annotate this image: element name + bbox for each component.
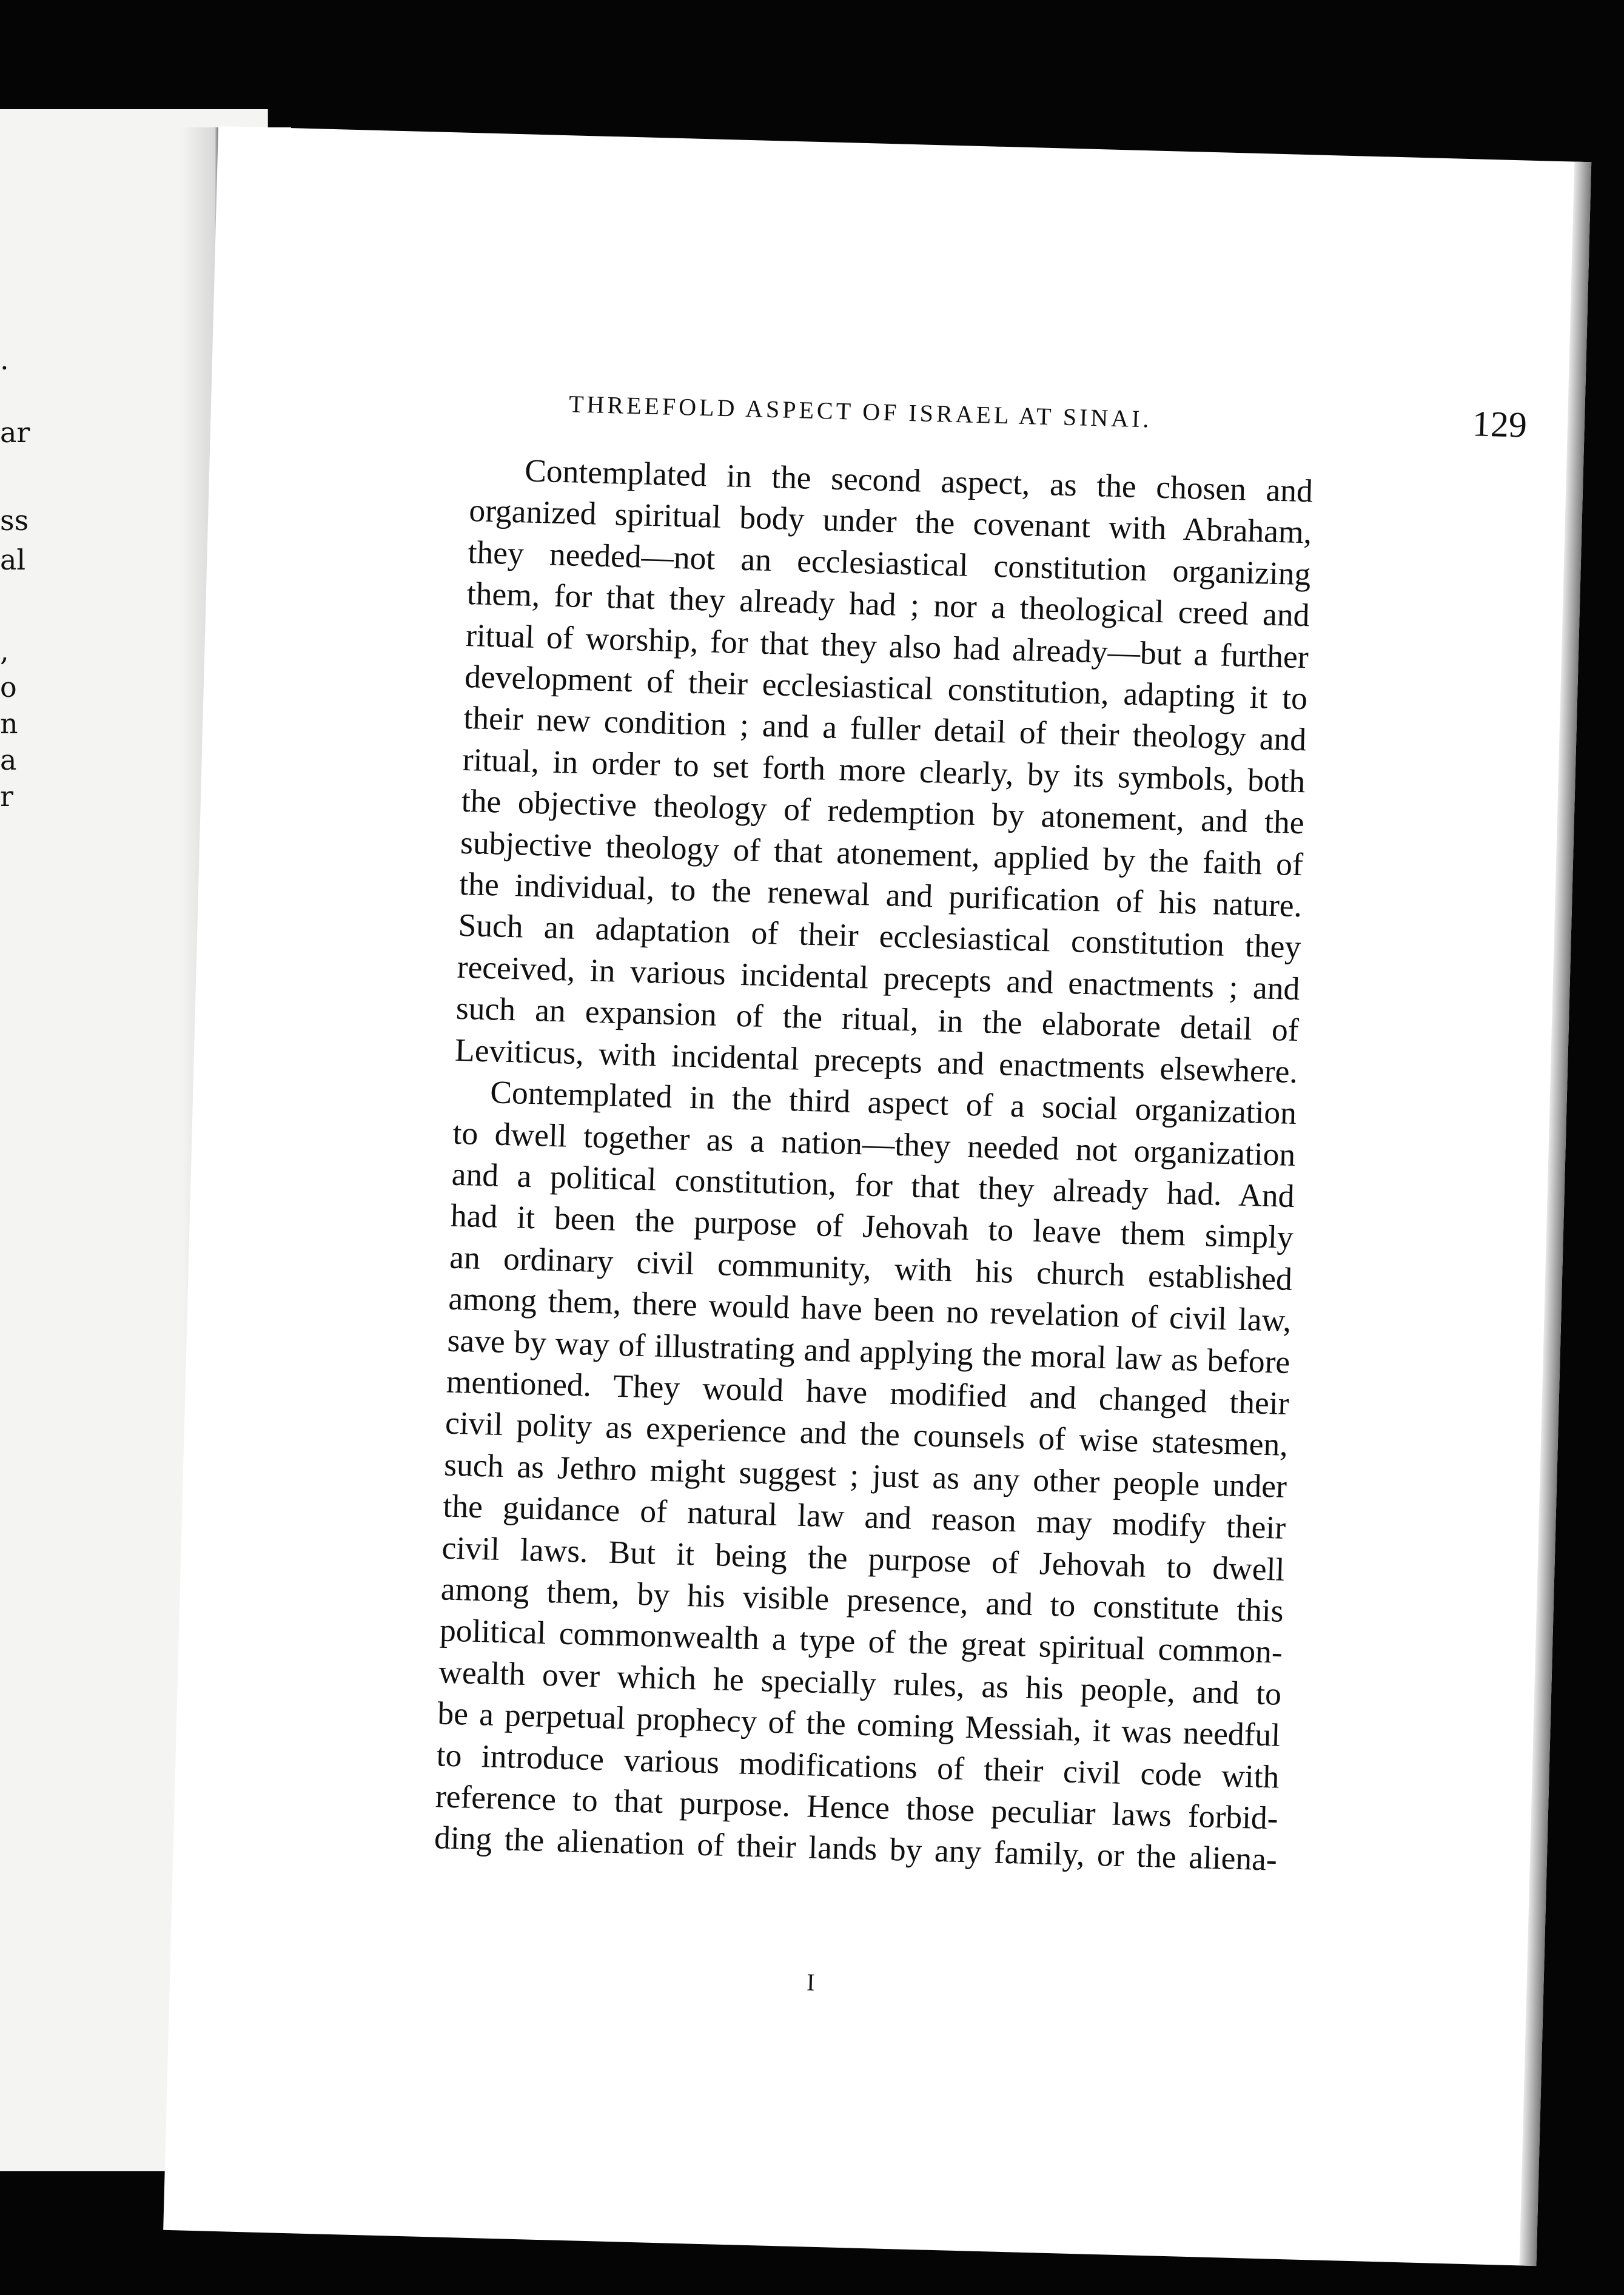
verso-fragment: ar bbox=[0, 416, 30, 449]
text-line: ritual of worship, for that they also had already—but a further bbox=[465, 616, 1309, 675]
text-line: they needed—not an ecclesiastical constitution organizing bbox=[467, 533, 1312, 593]
text-line: Such an adaptation of their ecclesiastical constitution they bbox=[457, 907, 1301, 966]
text-line: ding the alienation of their lands by any family, or the aliena- bbox=[434, 1819, 1278, 1878]
text-line: among them, by his visible presence, and to constitute this bbox=[440, 1570, 1284, 1629]
signature-mark: I bbox=[806, 1968, 816, 1996]
text-line: civil polity as experience and the counsels of wise statesmen, bbox=[445, 1404, 1289, 1463]
book-page bbox=[163, 126, 1591, 2266]
text-line: Leviticus, with incidental precepts and enactments elsewhere. bbox=[454, 1031, 1298, 1090]
text-line: received, in various incidental precepts and enactments ; and bbox=[457, 948, 1301, 1007]
text-line: the individual, to the renewal and purification of his nature. bbox=[458, 865, 1303, 924]
verso-fragment: a bbox=[0, 744, 17, 776]
text-line: ritual, in order to set forth more clearly, by its symbols, both bbox=[462, 741, 1306, 800]
page-edge bbox=[1519, 162, 1591, 2266]
running-header bbox=[568, 379, 1527, 446]
text-line: Contemplated in the second aspect, as the chosen and bbox=[524, 452, 1314, 509]
text-line: had it been the purpose of Jehovah to leave them simply bbox=[450, 1197, 1294, 1256]
text-line: development of their ecclesiastical constitution, adapting it to bbox=[464, 657, 1308, 717]
text-line: among them, there would have been no revelation of civil law, bbox=[448, 1280, 1292, 1339]
text-line: Contemplated in the third aspect of a social organization bbox=[489, 1074, 1297, 1132]
paragraph bbox=[454, 448, 1313, 1092]
verso-fragment: o bbox=[0, 671, 17, 704]
text-line: save by way of illustrating and applying the moral law as before bbox=[446, 1322, 1291, 1380]
text-line: political commonwealth a type of the great spiritual common- bbox=[439, 1611, 1283, 1671]
text-line: be a perpetual prophecy of the coming Messiah, it was needful bbox=[437, 1695, 1281, 1753]
verso-fragment: al bbox=[0, 543, 26, 576]
text-line: wealth over which he specially rules, as his people, and to bbox=[438, 1653, 1282, 1712]
body-text bbox=[434, 448, 1313, 1880]
text-line: civil laws. But it being the purpose of Jehovah to dwell bbox=[441, 1529, 1286, 1588]
text-line: and a political constitution, for that they already had. And bbox=[451, 1155, 1295, 1214]
text-line: organized spiritual body under the covenant with Abraham, bbox=[468, 492, 1312, 551]
verso-fragment: , bbox=[0, 634, 9, 667]
verso-fragment: n bbox=[0, 707, 18, 740]
verso-fragment: r bbox=[0, 780, 13, 813]
running-title: THREEFOLD ASPECT OF ISRAEL AT SINAI. bbox=[568, 390, 1153, 433]
text-line: the guidance of natural law and reason may modify their bbox=[442, 1487, 1286, 1547]
text-line: to introduce various modifications of their civil code with bbox=[436, 1736, 1280, 1795]
page-number: 129 bbox=[1472, 403, 1528, 445]
text-line: the objective theology of redemption by atonement, and the bbox=[461, 782, 1305, 841]
text-line: reference to that purpose. Hence those peculiar laws forbid- bbox=[435, 1778, 1279, 1836]
text-line: their new condition ; and a fuller detail of their theology and bbox=[463, 699, 1307, 758]
verso-fragment: . bbox=[0, 343, 9, 376]
text-line: subjective theology of that atonement, applied by the faith of bbox=[460, 824, 1304, 882]
text-line: such an expansion of the ritual, in the elaborate detail of bbox=[455, 990, 1300, 1049]
paragraph bbox=[434, 1070, 1297, 1881]
text-line: to dwell together as a nation—they needed not organization bbox=[452, 1114, 1297, 1173]
text-line: mentioned. They would have modified and changed their bbox=[446, 1363, 1290, 1422]
text-line: an ordinary civil community, with his church established bbox=[449, 1238, 1293, 1297]
verso-fragment: ss bbox=[0, 504, 29, 537]
text-line: them, for that they already had ; nor a theological creed and bbox=[466, 575, 1310, 634]
text-line: such as Jethro might suggest ; just as any other people under bbox=[443, 1446, 1287, 1505]
